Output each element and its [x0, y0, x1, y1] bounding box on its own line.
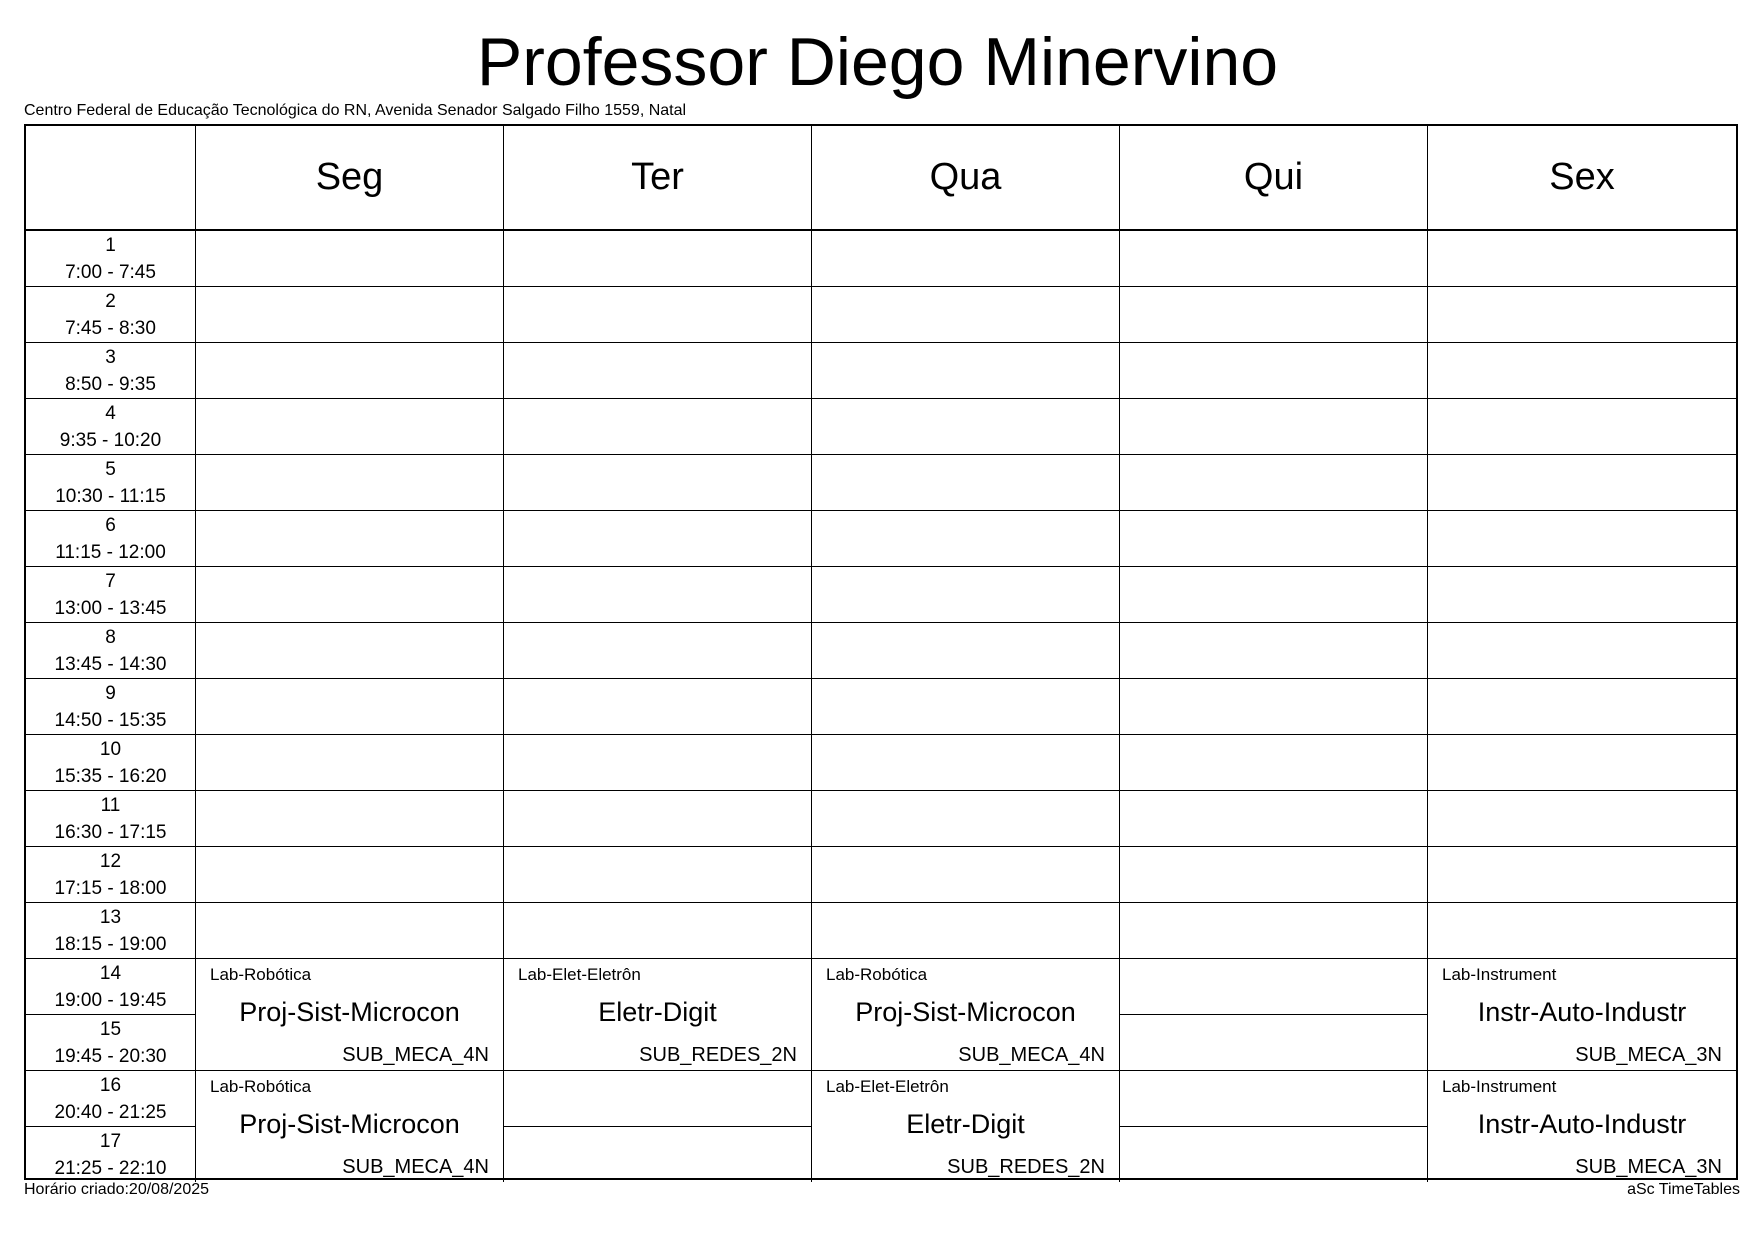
empty-slot [1120, 343, 1428, 399]
day-header: Seg [196, 126, 504, 231]
period-number: 16 [99, 1075, 122, 1096]
empty-slot [196, 511, 504, 567]
lesson-room: Lab-Robótica [826, 965, 928, 984]
empty-slot [812, 343, 1120, 399]
period-number: 8 [105, 627, 116, 648]
period-number: 12 [99, 851, 122, 872]
period-number: 4 [105, 403, 116, 424]
period-number: 14 [99, 963, 122, 984]
period-label [26, 903, 196, 959]
period-label [26, 1015, 196, 1071]
period-time: 19:45 - 20:30 [54, 1046, 167, 1067]
empty-slot [504, 903, 812, 959]
empty-slot [812, 847, 1120, 903]
period-label [26, 455, 196, 511]
lesson-subject: Instr-Auto-Industr [1477, 997, 1687, 1027]
period-label [26, 679, 196, 735]
empty-slot [812, 623, 1120, 679]
empty-slot [1120, 1015, 1428, 1071]
empty-slot [1428, 399, 1736, 455]
empty-slot [1120, 791, 1428, 847]
day-header: Qui [1120, 126, 1428, 231]
period-number: 9 [105, 683, 116, 704]
empty-slot [196, 679, 504, 735]
lesson-group: SUB_REDES_2N [947, 1156, 1105, 1178]
empty-slot [1120, 903, 1428, 959]
period-label [26, 791, 196, 847]
lesson-room: Lab-Instrument [1442, 965, 1557, 984]
period-label [26, 231, 196, 287]
period-time: 11:15 - 12:00 [55, 542, 166, 563]
empty-slot [1120, 399, 1428, 455]
empty-slot [1120, 679, 1428, 735]
period-time: 13:00 - 13:45 [54, 598, 167, 619]
empty-slot [504, 1071, 812, 1127]
period-label [26, 511, 196, 567]
period-label [26, 399, 196, 455]
empty-slot [1428, 287, 1736, 343]
lesson-group: SUB_MECA_4N [958, 1044, 1105, 1066]
lesson-group: SUB_REDES_2N [639, 1044, 797, 1066]
period-time: 17:15 - 18:00 [54, 878, 167, 899]
software-credit: aSc TimeTables [1627, 1181, 1740, 1198]
empty-slot [1120, 959, 1428, 1015]
lesson-subject: Eletr-Digit [906, 1109, 1025, 1139]
period-label [26, 287, 196, 343]
empty-slot [196, 343, 504, 399]
empty-slot [812, 791, 1120, 847]
empty-slot [1428, 231, 1736, 287]
empty-slot [196, 847, 504, 903]
empty-slot [1120, 567, 1428, 623]
empty-slot [1428, 903, 1736, 959]
period-time: 14:50 - 15:35 [54, 710, 167, 731]
lesson-group: SUB_MECA_4N [342, 1156, 489, 1178]
empty-slot [812, 455, 1120, 511]
period-time: 13:45 - 14:30 [54, 654, 167, 675]
lesson-group: SUB_MECA_3N [1575, 1156, 1722, 1178]
empty-slot [1120, 1127, 1428, 1182]
empty-slot [1428, 847, 1736, 903]
period-number: 13 [99, 907, 122, 928]
empty-slot [196, 455, 504, 511]
empty-slot [504, 511, 812, 567]
empty-slot [504, 399, 812, 455]
empty-slot [1120, 735, 1428, 791]
period-label [26, 735, 196, 791]
timetable-grid [24, 124, 1738, 1180]
lesson-card[interactable] [1428, 1071, 1736, 1182]
period-time: 21:25 - 22:10 [54, 1158, 167, 1179]
period-time: 16:30 - 17:15 [54, 822, 167, 843]
empty-slot [504, 1127, 812, 1182]
empty-slot [504, 623, 812, 679]
period-time: 18:15 - 19:00 [54, 934, 167, 955]
empty-slot [196, 231, 504, 287]
period-number: 17 [99, 1131, 122, 1152]
day-header: Sex [1428, 126, 1736, 231]
empty-slot [812, 231, 1120, 287]
lesson-group: SUB_MECA_4N [342, 1044, 489, 1066]
period-number: 6 [105, 515, 116, 536]
empty-slot [812, 679, 1120, 735]
day-header: Ter [504, 126, 812, 231]
lesson-room: Lab-Robótica [210, 965, 312, 984]
empty-slot [504, 735, 812, 791]
empty-slot [1428, 623, 1736, 679]
period-time: 10:30 - 11:15 [55, 486, 166, 507]
empty-slot [504, 455, 812, 511]
empty-slot [812, 511, 1120, 567]
lesson-card[interactable] [812, 959, 1120, 1071]
empty-slot [196, 735, 504, 791]
period-label [26, 567, 196, 623]
period-time: 8:50 - 9:35 [65, 374, 156, 395]
period-number: 15 [99, 1019, 122, 1040]
empty-slot [1120, 623, 1428, 679]
empty-slot [1428, 735, 1736, 791]
created-date: Horário criado:20/08/2025 [24, 1181, 210, 1198]
empty-slot [1428, 679, 1736, 735]
empty-slot [1428, 791, 1736, 847]
empty-slot [812, 903, 1120, 959]
empty-slot [504, 847, 812, 903]
empty-slot [504, 679, 812, 735]
empty-slot [1120, 511, 1428, 567]
empty-slot [196, 399, 504, 455]
lesson-room: Lab-Elet-Eletrôn [826, 1077, 949, 1096]
lesson-room: Lab-Elet-Eletrôn [518, 965, 641, 984]
period-label [26, 1127, 196, 1182]
empty-slot [812, 399, 1120, 455]
corner-cell [26, 126, 196, 231]
lesson-subject: Proj-Sist-Microcon [239, 997, 460, 1027]
lesson-group: SUB_MECA_3N [1575, 1044, 1722, 1066]
period-label [26, 1071, 196, 1127]
period-label [26, 847, 196, 903]
empty-slot [196, 903, 504, 959]
empty-slot [1428, 455, 1736, 511]
empty-slot [504, 287, 812, 343]
empty-slot [196, 791, 504, 847]
empty-slot [1120, 455, 1428, 511]
lesson-card[interactable] [1428, 959, 1736, 1071]
period-number: 7 [105, 571, 116, 592]
empty-slot [504, 343, 812, 399]
period-time: 20:40 - 21:25 [54, 1102, 167, 1123]
lesson-card[interactable] [504, 959, 812, 1071]
empty-slot [812, 287, 1120, 343]
empty-slot [1120, 1071, 1428, 1127]
empty-slot [812, 567, 1120, 623]
period-label [26, 623, 196, 679]
period-label [26, 343, 196, 399]
empty-slot [1428, 567, 1736, 623]
empty-slot [1428, 511, 1736, 567]
lesson-room: Lab-Robótica [210, 1077, 312, 1096]
period-time: 7:00 - 7:45 [65, 262, 156, 283]
day-header: Qua [812, 126, 1120, 231]
period-number: 11 [100, 795, 121, 816]
period-label [26, 959, 196, 1015]
empty-slot [504, 231, 812, 287]
lesson-room: Lab-Instrument [1442, 1077, 1557, 1096]
empty-slot [1120, 847, 1428, 903]
period-number: 10 [99, 739, 122, 760]
lesson-subject: Proj-Sist-Microcon [239, 1109, 460, 1139]
period-number: 5 [105, 459, 116, 480]
empty-slot [1120, 231, 1428, 287]
period-time: 7:45 - 8:30 [65, 318, 156, 339]
period-number: 3 [105, 347, 116, 368]
lesson-card[interactable] [812, 1071, 1120, 1182]
empty-slot [196, 567, 504, 623]
period-time: 9:35 - 10:20 [59, 430, 162, 451]
period-number: 1 [105, 235, 116, 256]
period-time: 19:00 - 19:45 [54, 990, 167, 1011]
lesson-subject: Eletr-Digit [598, 997, 717, 1027]
empty-slot [196, 623, 504, 679]
empty-slot [504, 791, 812, 847]
school-address: Centro Federal de Educação Tecnológica do RN, Avenida Senador Salgado Filho 1559, Natal [24, 102, 687, 119]
empty-slot [196, 287, 504, 343]
empty-slot [504, 567, 812, 623]
period-number: 2 [105, 291, 116, 312]
lesson-subject: Instr-Auto-Industr [1477, 1109, 1687, 1139]
lesson-card[interactable] [196, 1071, 504, 1182]
lesson-card[interactable] [196, 959, 504, 1071]
period-time: 15:35 - 16:20 [54, 766, 167, 787]
empty-slot [1120, 287, 1428, 343]
empty-slot [812, 735, 1120, 791]
empty-slot [1428, 343, 1736, 399]
lesson-subject: Proj-Sist-Microcon [855, 997, 1076, 1027]
page-title: Professor Diego Minervino [476, 24, 1279, 100]
